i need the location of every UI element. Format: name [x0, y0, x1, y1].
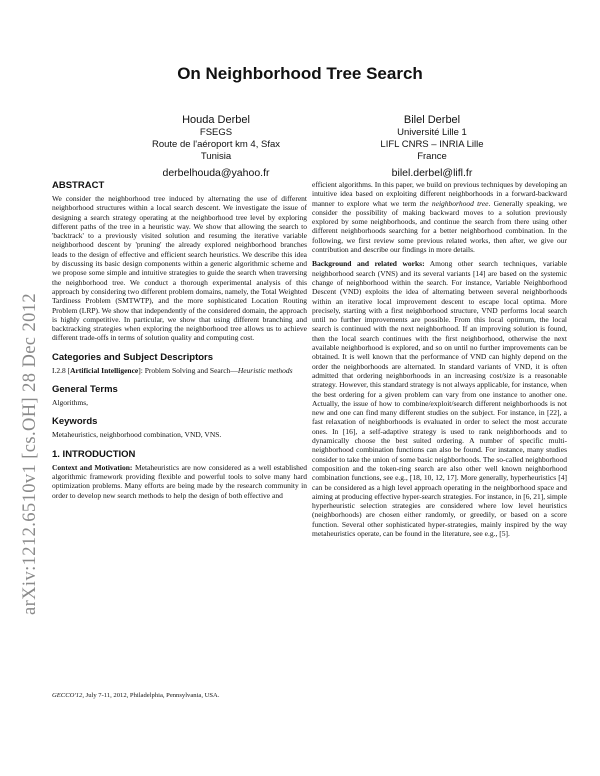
author-email: derbelhouda@yahoo.fr: [162, 167, 270, 179]
conference-footer: GECCO'12, July 7-11, 2012, Philadelphia, Pennsylvania, USA.: [52, 692, 220, 699]
author-block-2: [302, 113, 562, 180]
general-terms-heading: General Terms: [52, 384, 118, 396]
author-address: Route de l'aéroport km 4, Sfax: [151, 139, 281, 150]
introduction-heading: 1. INTRODUCTION: [52, 448, 136, 460]
author-country: Tunisia: [200, 151, 232, 162]
author-affiliation: FSEGS: [199, 127, 233, 138]
left-column: [52, 180, 307, 500]
arxiv-identifier: arXiv:1212.6510v1 [cs.OH] 28 Dec 2012: [20, 292, 40, 615]
paper-title: On Neighborhood Tree Search: [177, 64, 423, 83]
keywords-text: Metaheuristics, neighborhood combination, VND, VNS.: [52, 430, 222, 440]
abstract-text: We consider the neighborhood tree induced by alternating the use of different neighborhood structures within a local search descent. We investigate the issue of designing a search strategy operating at the neighborhood tree level by exploring different paths of the tree in a heuristic way. We show that allowing the search to 'backtrack' to a previously visited solution and resuming the iterative variable neighborhood descent by 'pruning' the already explored neighborhood branches leads to the design of effective and efficient search heuristics. We describe this idea by discussing its basic design components within a generic algorithmic scheme and we propose some simple and intuitive strategies to guide the search when traversing the neighborhood tree. We conduct a thorough experimental analysis of this approach by considering two different problem domains, namely, the Total Weighted Tardiness Problem (SMTWTP), and the more sophisticated Location Routing Problem (LRP). We show that independently of the considered domain, the approach is highly competitive. In particular, we show that using different branching and backtracking strategies when exploring the neighborhood tree allows us to achieve different trade-offs in terms of solution quality and computing cost.: [52, 194, 307, 343]
author-address: LIFL CNRS – INRIA Lille: [380, 139, 484, 150]
background-paragraph: Background and related works: Among other search techniques, variable neighborhood search (VNS) and its several variants [14] are based on the systemic change of neighborhood within the search. For instance, Variable Neighborhood Descent (VND) exploits the idea of alternating between several neighborhoods within an iterative local improvement descent to escape local optima. More precisely, starting with a first neighborhood structure, VND performs local search until no further improvements are possible. From this local optimum, the local search is continued with the next neighborhood. If an improving solution is found, then the local search continues with the first neighborhood, otherwise the next available neighborhood is explored, and so on until no further improvements can be obtained. It is well known that the performance of VND can highly depend on the order the neighborhoods are alternated. In standard variants of VND, it is often admitted that ordering neighborhoods in an increasing cost/size is a reasonable strategy. However, this standard strategy is not always applicable, for instance, when the best ordering for a given problem can vary from one instance to another one. Actually, the issue of how to combine/exploit/search different neighborhoods is not new and one can find many different studies on the subject. For instance, in [22], a fast relaxation of neighborhoods is evaluated in order to select the most accurate ones. In [16], a self-adaptive strategy is used to rank neighborhoods and to dynamically choose the best suited ordering. A number of specific multi-neighborhood combination functions can also be found. For instance, many studies consider to take the union of some basic neighborhoods. The so-called neighborhood composition and the token-ring search are also other well known neighborhood combination functions, see e.g., [18, 10, 12, 17]. More generally, hyperheuristics [4] can be considered as a high level approach operating in the neighborhood space and aiming at producing effective hyper-search strategies. For instance, in [6, 21], simple hyperheuristic selection strategies are considered where low level heuristics (neighborhoods) are chosen either randomly, or greedily, or based on a score function. Several other sophisticated hyper-strategies, mainly inspired by the way metaheuristics operate, can be found in the literature, see e.g., [5].: [312, 259, 567, 538]
author-affiliation: Université Lille 1: [397, 127, 467, 138]
categories-text: I.2.8 [Artificial Intelligence]: Problem Solving and Search—Heuristic methods: [52, 365, 293, 375]
author-email: bilel.derbel@lifl.fr: [391, 167, 473, 179]
categories-heading: Categories and Subject Descriptors: [52, 351, 214, 363]
author-name: Bilel Derbel: [403, 114, 461, 126]
keywords-heading: Keywords: [52, 416, 98, 428]
abstract-heading: ABSTRACT: [52, 180, 105, 191]
introduction-text: Context and Motivation: Metaheuristics are now considered as a well established algorithmic framework providing flexible and powerful tools to solve many hard optimization problems. Many efforts are being made by the research community in order to develop new search methods to help the design of both effective and: [52, 462, 308, 500]
author-country: France: [417, 151, 447, 162]
right-column: [312, 180, 567, 538]
author-name: Houda Derbel: [182, 114, 250, 126]
general-terms-text: Algorithms,: [52, 398, 89, 408]
intro-paragraph: efficient algorithms. In this paper, we build on previous techniques by developing an intuitive idea based on exploiting different neighborhoods in a forward-backward manner to explore what we term the neighborhood tree. Generally speaking, we consider the possibility of making backward moves to a solution previously explored by some neighborhoods, and continue the search from there using other different neighborhoods searching for a better neighborhood combination. In the following, we first review some previous related works, then after, we give our contribution and describe our findings in more details.: [312, 180, 567, 255]
